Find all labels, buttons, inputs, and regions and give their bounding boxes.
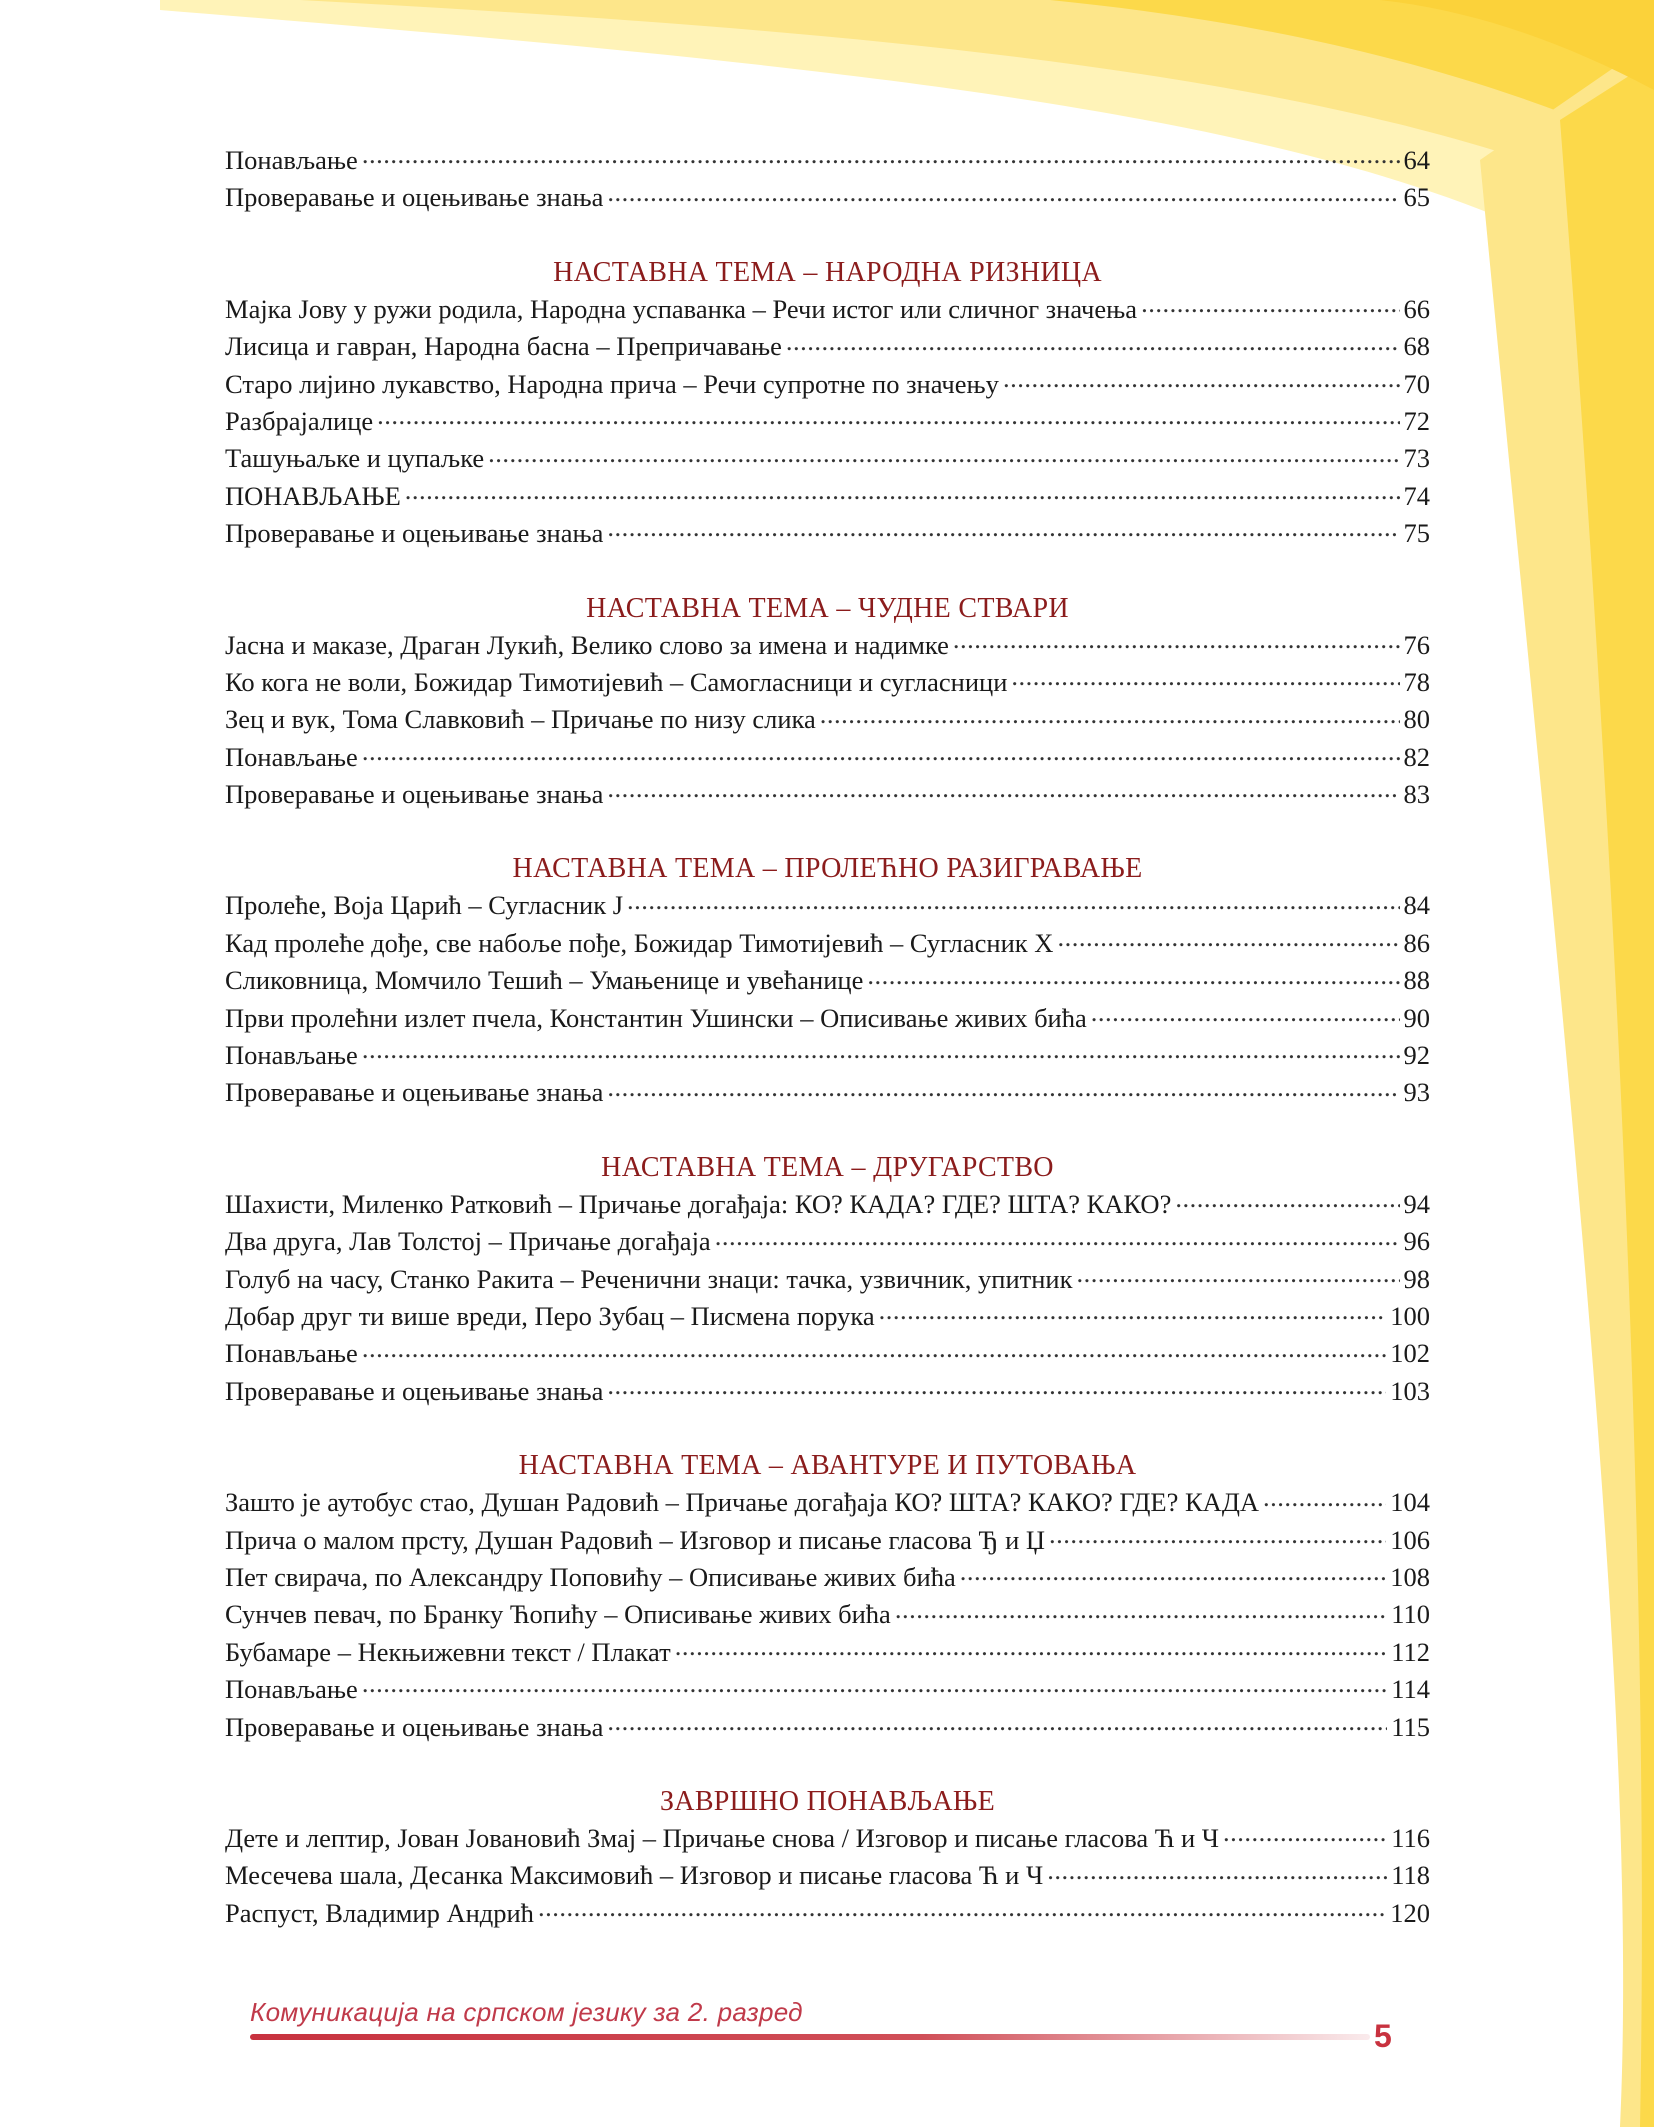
dot-leader — [1175, 1186, 1399, 1213]
dot-leader — [1141, 291, 1399, 318]
toc-entry — [225, 1857, 1430, 1894]
toc-entry — [225, 142, 1430, 179]
entry-page: 103 — [1390, 1375, 1430, 1406]
entry-title: Шахисти, Миленко Ратковић – Причање догађаја: КО? КАДА? ГДЕ? ШТА? КАКО? — [225, 1188, 1172, 1219]
toc-entry — [225, 887, 1430, 924]
dot-leader — [1049, 1522, 1386, 1549]
toc-section — [225, 590, 1430, 814]
section-title: НАСТАВНА ТЕМА – ЧУДНЕ СТВАРИ — [586, 592, 1069, 624]
entry-title: Голуб на часу, Станко Ракита – Реченични знаци: тачка, узвичник, упитник — [225, 1263, 1073, 1294]
dot-leader — [786, 329, 1400, 356]
entry-title: Лисица и гавран, Народна басна – Препричавање — [225, 331, 782, 362]
footer-book-title: Комуникација на српском језику за 2. разред — [250, 1997, 803, 2027]
entry-title: Пролеће, Воја Царић – Сугласник Ј — [225, 890, 624, 921]
entry-title: Понављање — [225, 145, 358, 175]
page-number: 5 — [1374, 2018, 1392, 2054]
toc-entry — [225, 1298, 1430, 1335]
toc-entry — [225, 515, 1430, 552]
dot-leader — [1057, 925, 1399, 952]
entry-page: 64 — [1403, 145, 1430, 175]
toc-entry — [225, 366, 1430, 403]
toc-entry — [225, 701, 1430, 738]
toc-entry — [225, 925, 1430, 962]
toc-entry — [225, 627, 1430, 664]
toc-entry — [225, 1559, 1430, 1596]
section-title: НАСТАВНА ТЕМА – НАРОДНА РИЗНИЦА — [553, 256, 1102, 288]
entry-page: 116 — [1391, 1822, 1430, 1853]
dot-leader — [362, 1336, 1386, 1363]
dot-leader — [1076, 1261, 1399, 1288]
dot-leader — [607, 1373, 1386, 1400]
dot-leader — [362, 1038, 1400, 1065]
entry-page: 84 — [1403, 890, 1430, 921]
section-title: НАСТАВНА ТЕМА – ДРУГАРСТВО — [601, 1151, 1054, 1183]
entry-title: Месечева шала, Десанка Максимовић – Изговор и писање гласова Ћ и Ч — [225, 1860, 1044, 1891]
entry-page: 100 — [1390, 1300, 1430, 1331]
toc-entry — [225, 179, 1430, 216]
entry-page: 106 — [1390, 1524, 1430, 1555]
entry-title: Ташуњаљке и цупаљке — [225, 443, 485, 474]
toc-section — [225, 850, 1430, 1111]
entry-page: 98 — [1403, 1263, 1430, 1294]
dot-leader — [607, 1075, 1399, 1102]
dot-leader — [377, 403, 1399, 430]
entry-page: 75 — [1403, 518, 1430, 549]
entry-page: 92 — [1403, 1040, 1430, 1071]
entry-title: Сликовница, Момчило Тешић – Умањенице и увећанице — [225, 965, 864, 996]
dot-leader — [895, 1597, 1387, 1624]
entry-title: Зашто је аутобус стао, Душан Радовић – Причање догађаја КО? ШТА? КАКО? ГДЕ? КАДА — [225, 1487, 1260, 1518]
entry-page: 114 — [1391, 1674, 1430, 1705]
entry-page: 120 — [1390, 1897, 1430, 1928]
toc-entry — [225, 1709, 1430, 1746]
entry-title: Проверавање и оцењивање знања — [225, 779, 604, 810]
entry-page: 112 — [1391, 1636, 1430, 1667]
entry-title: Старо лијино лукавство, Народна прича – Речи супротне по значењу — [225, 368, 999, 399]
toc-entry — [225, 1671, 1430, 1708]
entry-page: 65 — [1403, 182, 1430, 213]
entry-page: 73 — [1403, 443, 1430, 474]
entry-page: 108 — [1390, 1561, 1430, 1592]
dot-leader — [715, 1224, 1400, 1251]
dot-leader — [675, 1634, 1388, 1661]
toc-entry — [225, 291, 1430, 328]
toc-entry — [225, 1223, 1430, 1260]
entry-page: 80 — [1403, 704, 1430, 735]
entry-page: 104 — [1390, 1487, 1430, 1518]
dot-leader — [953, 627, 1400, 654]
entry-page: 72 — [1403, 405, 1430, 436]
dot-leader — [1047, 1858, 1387, 1885]
entry-page: 110 — [1391, 1599, 1430, 1630]
toc-entry — [225, 1596, 1430, 1633]
dot-leader — [820, 702, 1400, 729]
entry-title: Понављање — [225, 1040, 358, 1071]
entry-page: 115 — [1391, 1711, 1430, 1742]
dot-leader — [1091, 1000, 1400, 1027]
dot-leader — [362, 739, 1400, 766]
entry-page: 102 — [1390, 1338, 1430, 1369]
toc-entry — [225, 1895, 1430, 1932]
dot-leader — [1223, 1820, 1387, 1847]
toc-entry — [225, 1261, 1430, 1298]
entry-page: 94 — [1403, 1188, 1430, 1219]
footer-divider — [250, 2034, 1370, 2040]
dot-leader — [627, 888, 1399, 915]
entry-page: 66 — [1403, 293, 1430, 324]
entry-page: 88 — [1403, 965, 1430, 996]
toc-entry — [225, 776, 1430, 813]
dot-leader — [538, 1895, 1386, 1922]
toc-section — [225, 254, 1430, 553]
entry-page: 96 — [1403, 1226, 1430, 1257]
entry-page: 76 — [1403, 629, 1430, 660]
dot-leader — [960, 1559, 1387, 1586]
dot-leader — [1003, 366, 1400, 393]
entry-title: Понављање — [225, 1338, 358, 1369]
dot-leader — [362, 1672, 1387, 1699]
dot-leader — [488, 441, 1399, 468]
entry-title: Мајка Јову у ружи родила, Народна успаванка – Речи истог или сличног значења — [225, 293, 1138, 324]
toc-entry — [225, 1000, 1430, 1037]
entry-title: Распуст, Владимир Андрић — [225, 1897, 534, 1928]
dot-leader — [1011, 664, 1399, 691]
toc-section — [225, 142, 1430, 217]
entry-title: Сунчев певач, по Бранку Ћопићу – Описивање живих бића — [225, 1599, 891, 1630]
entry-title: Два друга, Лав Толстој – Причање догађаја — [225, 1226, 711, 1257]
dot-leader — [1263, 1485, 1386, 1512]
toc-entry — [225, 1484, 1430, 1521]
dot-leader — [607, 180, 1399, 207]
toc-entry — [225, 1037, 1430, 1074]
entry-title: Проверавање и оцењивање знања — [225, 518, 604, 549]
toc-entry — [225, 962, 1430, 999]
table-of-contents — [225, 142, 1430, 1932]
dot-leader — [867, 963, 1399, 990]
entry-page: 74 — [1403, 480, 1430, 511]
dot-leader — [405, 478, 1400, 505]
entry-title: Понављање — [225, 1674, 358, 1705]
entry-title: Проверавање и оцењивање знања — [225, 1711, 604, 1742]
section-title: НАСТАВНА ТЕМА – ПРОЛЕЋНО РАЗИГРАВАЊЕ — [512, 853, 1143, 885]
entry-title: Кад пролеће дође, све набоље пође, Божидар Тимотијевић – Сугласник Х — [225, 927, 1054, 958]
toc-section — [225, 1783, 1430, 1932]
entry-title: Дете и лептир, Јован Јовановић Змај – Причање снова / Изговор и писање гласова Ћ и Ч — [225, 1822, 1220, 1853]
entry-title: Проверавање и оцењивање знања — [225, 1375, 604, 1406]
entry-page: 82 — [1403, 741, 1430, 772]
entry-title: Добар друг ти више вреди, Перо Зубац – Писмена порука — [225, 1300, 875, 1331]
toc-entry — [225, 739, 1430, 776]
toc-entry — [225, 1522, 1430, 1559]
entry-title: Проверавање и оцењивање знања — [225, 182, 604, 213]
entry-page: 83 — [1403, 779, 1430, 810]
toc-entry — [225, 328, 1430, 365]
dot-leader — [607, 777, 1399, 804]
entry-title: ПОНАВЉАЊЕ — [225, 480, 401, 511]
entry-title: Први пролећни излет пчела, Константин Ушински – Описивање живих бића — [225, 1002, 1087, 1033]
toc-section — [225, 1447, 1430, 1746]
dot-leader — [362, 143, 1400, 170]
toc-entry — [225, 440, 1430, 477]
toc-entry — [225, 1335, 1430, 1372]
entry-title: Зец и вук, Тома Славковић – Причање по низу слика — [225, 704, 816, 735]
entry-page: 86 — [1403, 927, 1430, 958]
dot-leader — [879, 1298, 1387, 1325]
dot-leader — [607, 516, 1399, 543]
toc-section — [225, 1149, 1430, 1410]
entry-page: 90 — [1403, 1002, 1430, 1033]
entry-page: 70 — [1403, 368, 1430, 399]
entry-title: Прича о малом прсту, Душан Радовић – Изговор и писање гласова Ђ и Џ — [225, 1524, 1046, 1555]
entry-title: Бубамаре – Некњижевни текст / Плакат — [225, 1636, 671, 1667]
entry-page: 118 — [1391, 1860, 1430, 1891]
toc-entry — [225, 1373, 1430, 1410]
entry-title: Проверавање и оцењивање знања — [225, 1077, 604, 1108]
entry-page: 78 — [1403, 666, 1430, 697]
toc-entry — [225, 1820, 1430, 1857]
entry-page: 68 — [1403, 331, 1430, 362]
dot-leader — [607, 1709, 1387, 1736]
toc-entry — [225, 478, 1430, 515]
section-title: НАСТАВНА ТЕМА – АВАНТУРЕ И ПУТОВАЊА — [518, 1450, 1137, 1482]
toc-entry — [225, 664, 1430, 701]
entry-title: Пет свирача, по Александру Поповићу – Описивање живих бића — [225, 1561, 956, 1592]
entry-title: Ко кога не воли, Божидар Тимотијевић – Самогласници и сугласници — [225, 666, 1008, 697]
toc-entry — [225, 1186, 1430, 1223]
entry-title: Разбрајалице — [225, 405, 374, 436]
entry-page: 93 — [1403, 1077, 1430, 1108]
section-title: ЗАВРШНО ПОНАВЉАЊЕ — [659, 1785, 995, 1817]
toc-entry — [225, 403, 1430, 440]
entry-title: Понављање — [225, 741, 358, 772]
toc-entry — [225, 1074, 1430, 1111]
entry-title: Јасна и маказе, Драган Лукић, Велико слово за имена и надимке — [225, 629, 949, 660]
toc-entry — [225, 1634, 1430, 1671]
